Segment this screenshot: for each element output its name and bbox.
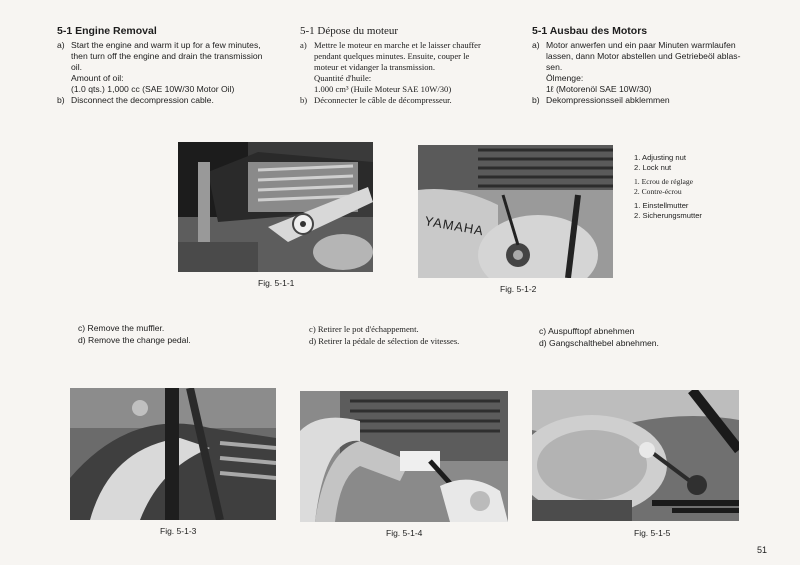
legend-english: 1. Adjusting nut 2. Lock nut bbox=[634, 153, 686, 172]
legend-nut-labels bbox=[634, 153, 702, 226]
photo-fig-5-1-2 bbox=[418, 145, 613, 278]
page-number: 51 bbox=[757, 545, 768, 555]
step-a-german: a) Motor anwerfen und ein paar Minuten warmlaufen lassen, dann Motor abstellen und Getriebeöl ablas- sen. Ölmenge: 1ℓ (Motorenöl SAE 10W/30) bbox=[532, 40, 741, 94]
caption-fig-5-1-5: Fig. 5-1-5 bbox=[634, 528, 671, 538]
caption-fig-5-1-1: Fig. 5-1-1 bbox=[258, 278, 295, 288]
frame-underside-image bbox=[178, 142, 373, 272]
section-french bbox=[300, 26, 530, 106]
legend-french: 1. Ecrou de réglage 2. Contre-écrou bbox=[634, 177, 694, 196]
step-b-english: b) Disconnect the decompression cable. bbox=[57, 95, 214, 105]
step-a-english: a) Start the engine and warm it up for a few minutes, then turn off the engine and drain the transmission oil. Amount of oil: (1.0 qts.) 1,000 cc (SAE 10W/30 Motor Oil) bbox=[57, 40, 263, 94]
engine-brand-mark: YAMAHA bbox=[423, 213, 486, 239]
heading-german: 5-1 Ausbau des Motors bbox=[532, 25, 648, 37]
step-a-french: a) Mettre le moteur en marche et le laisser chauffer pendant quelques minutes. Ensuite, couper le moteur et vidanger la transmission. Quantité d'huile: 1.000 cm³ (Huile Moteur SAE 10W/30) bbox=[300, 40, 481, 94]
steps-french: c) Retirer le pot d'échappement. d) Retirer la pédale de sélection de vitesses. bbox=[309, 324, 460, 346]
engine-case-image bbox=[418, 145, 613, 278]
legend-german: 1. Einstellmutter 2. Sicherungsmutter bbox=[634, 201, 702, 220]
steps-german: c) Auspufftopf abnehmen d) Gangschalthebel abnehmen. bbox=[539, 326, 659, 348]
heading-english: 5-1 Engine Removal bbox=[57, 25, 157, 37]
caption-fig-5-1-3: Fig. 5-1-3 bbox=[160, 526, 197, 536]
muffler-image bbox=[70, 388, 276, 520]
section-english bbox=[57, 26, 297, 106]
steps-english: c) Remove the muffler. d) Remove the change pedal. bbox=[78, 323, 191, 345]
photo-fig-5-1-4 bbox=[300, 391, 508, 522]
photo-fig-5-1-5 bbox=[532, 390, 739, 521]
section-german bbox=[532, 26, 772, 106]
change-pedal-image bbox=[532, 390, 739, 521]
photo-fig-5-1-1 bbox=[178, 142, 373, 272]
caption-fig-5-1-2: Fig. 5-1-2 bbox=[500, 284, 537, 294]
step-b-german: b) Dekompressionsseil abklemmen bbox=[532, 95, 670, 105]
heading-french: 5-1 Dépose du moteur bbox=[300, 25, 399, 37]
exhaust-pipe-image bbox=[300, 391, 508, 522]
caption-fig-5-1-4: Fig. 5-1-4 bbox=[386, 528, 423, 538]
photo-fig-5-1-3 bbox=[70, 388, 276, 520]
step-b-french: b) Déconnecter le câble de décompresseur. bbox=[300, 95, 452, 105]
